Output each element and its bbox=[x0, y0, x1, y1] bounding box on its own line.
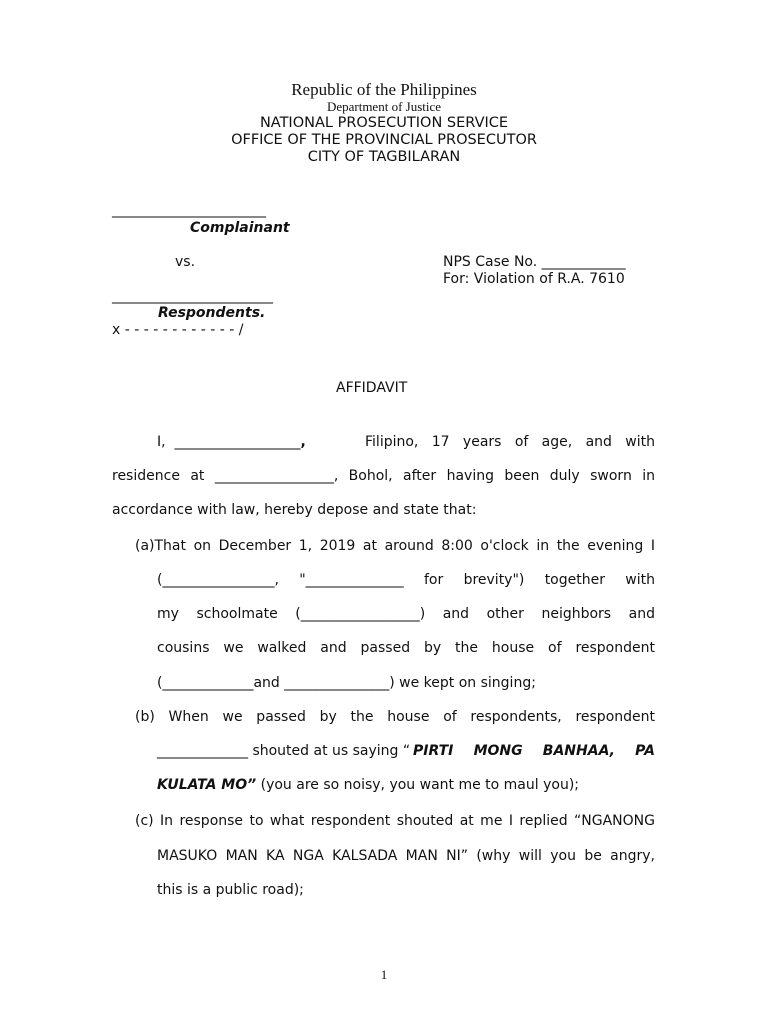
violation-line: For: Violation of R.A. 7610 bbox=[443, 271, 625, 287]
respondents-label: Respondents. bbox=[158, 305, 266, 321]
respondents-blank: _______________________ bbox=[112, 288, 273, 304]
para-c-line-1: (c) In response to what respondent shouted at me I replied “NGANONG bbox=[135, 813, 655, 829]
intro-i: I, bbox=[157, 434, 166, 450]
header-office: OFFICE OF THE PROVINCIAL PROSECUTOR bbox=[231, 132, 537, 148]
intro-line-1a bbox=[157, 434, 306, 450]
document-title: AFFIDAVIT bbox=[336, 380, 408, 396]
header-republic: Republic of the Philippines bbox=[291, 80, 477, 99]
para-b-line-3 bbox=[157, 777, 579, 793]
para-c-line-2: MASUKO MAN KA NGA KALSADA MAN NI” (why will you be angry, bbox=[157, 848, 655, 864]
complainant-label: Complainant bbox=[190, 220, 290, 236]
para-a-line-1: (a)That on December 1, 2019 at around 8:00 o'clock in the evening I bbox=[135, 538, 655, 554]
para-b-quote-1: PIRTI MONG BANHAA, PA bbox=[413, 743, 655, 759]
intro-name-blank: __________________ bbox=[174, 434, 301, 450]
para-a-line-3: my schoolmate (_________________) and other neighbors and bbox=[157, 606, 655, 622]
caption-separator: x - - - - - - - - - - - - / bbox=[112, 322, 244, 338]
header-city: CITY OF TAGBILARAN bbox=[307, 149, 461, 165]
intro-line-1b: Filipino, 17 years of age, and with bbox=[365, 434, 655, 450]
para-b-line-2a: _____________ shouted at us saying “ bbox=[157, 743, 411, 759]
vs-label: vs. bbox=[175, 254, 196, 270]
header-service: NATIONAL PROSECUTION SERVICE bbox=[259, 115, 509, 131]
para-a-line-2: (________________, "______________ for brevity") together with bbox=[157, 572, 655, 588]
intro-comma: , bbox=[300, 434, 306, 450]
header-department: Department of Justice bbox=[326, 99, 442, 114]
para-b-line-1: (b) When we passed by the house of respondents, respondent bbox=[135, 709, 655, 725]
para-b-translation: (you are so noisy, you want me to maul you); bbox=[256, 777, 580, 793]
para-c-line-3: this is a public road); bbox=[157, 882, 304, 898]
complainant-blank: ______________________ bbox=[112, 202, 266, 218]
para-a-line-5: (_____________and _______________) we kept on singing; bbox=[157, 675, 536, 691]
page-number: 1 bbox=[380, 967, 388, 982]
intro-line-2: residence at _________________, Bohol, after having been duly sworn in bbox=[112, 468, 655, 484]
para-a-line-4: cousins we walked and passed by the house of respondent bbox=[157, 640, 655, 656]
case-number: NPS Case No. ____________ bbox=[443, 254, 626, 270]
intro-line-3: accordance with law, hereby depose and state that: bbox=[112, 502, 477, 518]
para-b-quote-2: KULATA MO” bbox=[157, 777, 257, 793]
